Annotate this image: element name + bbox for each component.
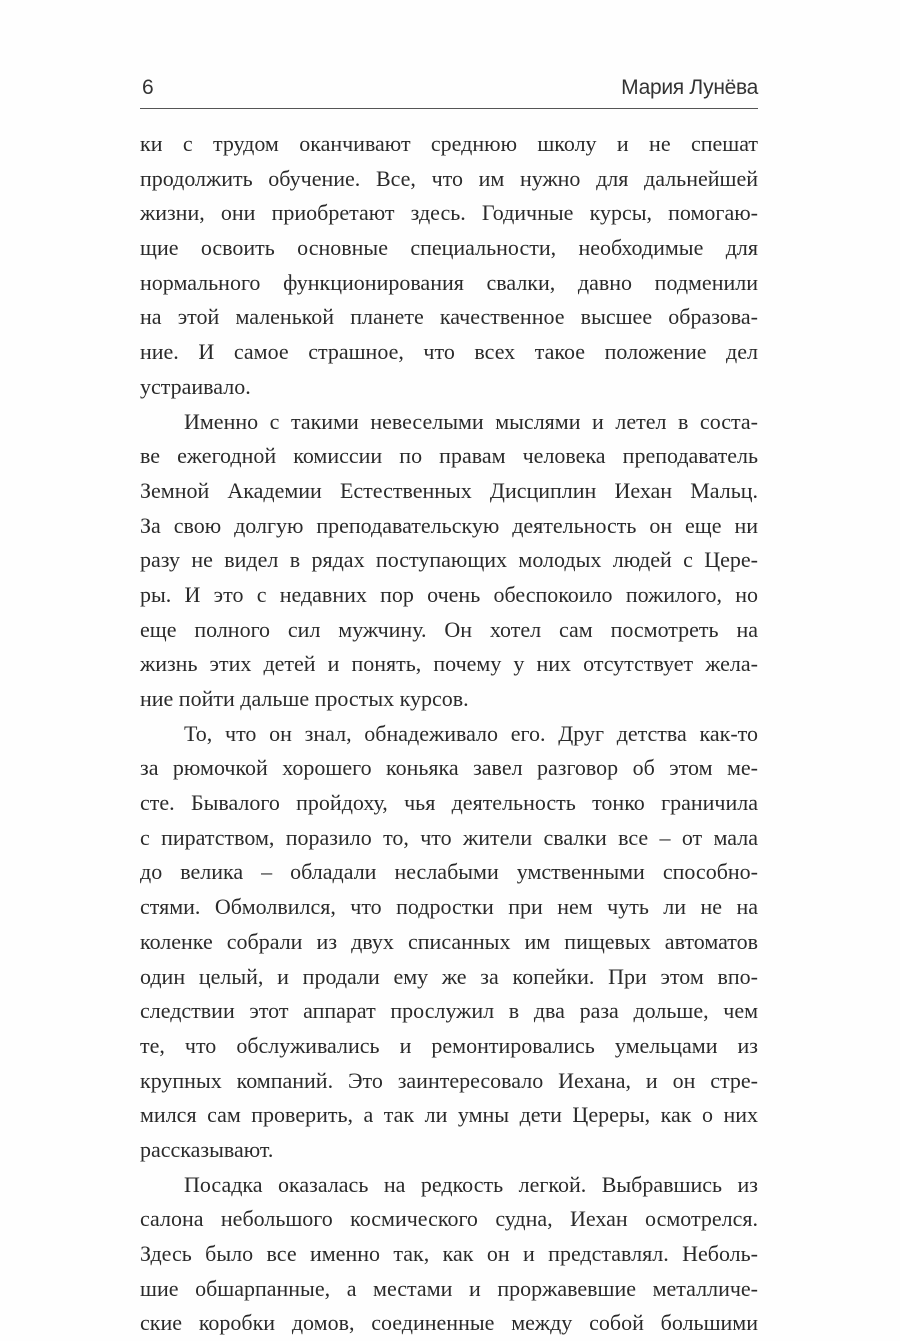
text-line: следствии этот аппарат прослужил в два раза дольше, чем (140, 998, 758, 1024)
text-line: Именно с такими невеселыми мыслями и летел в соста- (184, 408, 758, 434)
text-line: рассказывают. (140, 1136, 274, 1162)
text-line: крупных компаний. Это заинтересовало Иехана, и он стре- (140, 1067, 758, 1093)
text-line: ские коробки домов, соединенные между собой большими (140, 1310, 758, 1336)
paragraph (140, 127, 758, 405)
text-line: За свою долгую преподавательскую деятельность он еще ни (140, 512, 758, 538)
body-text (140, 127, 758, 1341)
text-line: ки с трудом оканчивают среднюю школу и не спешат (140, 131, 758, 156)
author-name: Мария Лунёва (621, 76, 758, 99)
paragraph (140, 1168, 758, 1341)
text-line: салона небольшого космического судна, Иехан осмотрелся. (140, 1206, 758, 1232)
text-line: ве ежегодной комиссии по правам человека преподаватель (140, 443, 758, 469)
text-line: щие освоить основные специальности, необходимые для (140, 235, 758, 261)
text-line: жизни, они приобретают здесь. Годичные курсы, помогаю- (140, 200, 758, 226)
text-line: один целый, и продали ему же за копейки. При этом впо- (140, 963, 758, 989)
text-line: ры. И это с недавних пор очень обеспокоило пожилого, но (140, 581, 758, 607)
page-number: 6 (142, 76, 154, 99)
paragraph (140, 405, 758, 717)
text-line: устраивало. (140, 373, 251, 399)
text-line: нормального функционирования свалки, давно подменили (140, 269, 758, 295)
text-line: То, что он знал, обнадеживало его. Друг детства как-то (184, 720, 758, 746)
text-line: продолжить обучение. Все, что им нужно для дальнейшей (140, 165, 758, 191)
paragraph (140, 717, 758, 1168)
text-line: мился сам проверить, а так ли умны дети Цереры, как о них (140, 1102, 758, 1128)
text-line: жизнь этих детей и понять, почему у них отсутствует жела- (140, 651, 758, 677)
text-line: ние пойти дальше простых курсов. (140, 686, 469, 711)
text-line: на этой маленькой планете качественное высшее образова- (140, 304, 758, 330)
text-line: стями. Обмолвился, что подростки при нем чуть ли не на (140, 894, 758, 920)
text-line: разу не видел в рядах поступающих молодых людей с Цере- (140, 547, 758, 573)
text-line: Посадка оказалась на редкость легкой. Выбравшись из (184, 1171, 758, 1197)
text-line: сте. Бывалого пройдоху, чья деятельность тонко граничила (140, 790, 758, 816)
text-line: до велика – обладали неслабыми умственными способно- (140, 859, 758, 885)
text-line: те, что обслуживались и ремонтировались умельцами из (140, 1032, 758, 1058)
running-header (140, 74, 758, 109)
text-line: Здесь было все именно так, как он и представлял. Неболь- (140, 1241, 758, 1266)
text-line: за рюмочкой хорошего коньяка завел разговор об этом ме- (140, 755, 758, 781)
text-line: шие обшарпанные, а местами и проржавевшие металличе- (140, 1275, 758, 1301)
text-line: ние. И самое страшное, что всех такое положение дел (140, 339, 758, 365)
text-line: еще полного сил мужчину. Он хотел сам посмотреть на (140, 616, 758, 642)
text-line: с пиратством, поразило то, что жители свалки все – от мала (140, 824, 758, 850)
text-line: Земной Академии Естественных Дисциплин Иехан Мальц. (140, 477, 758, 503)
text-line: коленке собрали из двух списанных им пищевых автоматов (140, 928, 758, 954)
